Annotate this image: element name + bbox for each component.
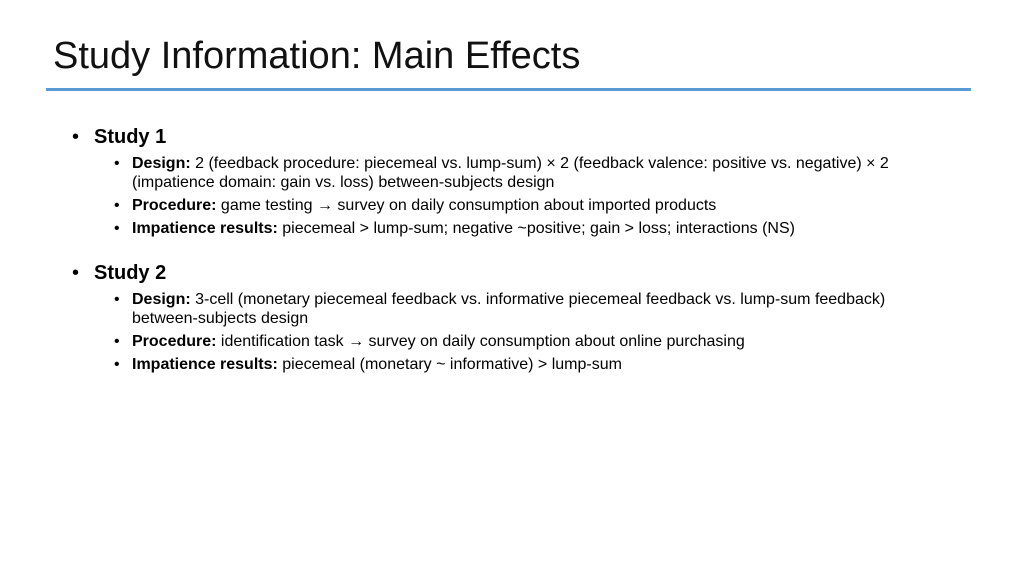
results-label: Impatience results:	[132, 356, 278, 373]
study-2-section	[72, 260, 952, 374]
study-1-details	[72, 154, 952, 238]
study-1-design	[72, 154, 952, 192]
results-text: piecemeal > lump-sum; negative ~positive; gain > loss; interactions (NS)	[277, 220, 795, 237]
study-2-results	[72, 355, 952, 374]
study-1-heading-text: Study 1	[94, 126, 167, 148]
design-label: Design:	[132, 291, 191, 308]
sub-bullet-icon: •	[114, 333, 120, 350]
results-text: piecemeal (monetary ~ informative) > lump-sum	[277, 356, 622, 373]
bullet-icon: •	[72, 126, 80, 148]
study-2-details	[72, 290, 952, 374]
sub-bullet-icon: •	[114, 197, 120, 214]
study-1-results	[72, 219, 952, 238]
title-divider	[46, 88, 971, 91]
procedure-label: Procedure:	[132, 333, 217, 350]
procedure-text: game testing → survey on daily consumption about imported products	[216, 197, 717, 214]
design-text: 2 (feedback procedure: piecemeal vs. lump-sum) × 2 (feedback valence: positive vs. negative) × 2 (impatience domain: gain vs. loss) between-subjects design	[132, 155, 889, 191]
sub-bullet-icon: •	[114, 220, 120, 237]
sub-bullet-icon: •	[114, 291, 120, 308]
sub-bullet-icon: •	[114, 155, 120, 172]
bullet-icon: •	[72, 262, 80, 284]
study-2-heading-text: Study 2	[94, 262, 167, 284]
design-text: 3-cell (monetary piecemeal feedback vs. informative piecemeal feedback vs. lump-sum feedback) between-subjects design	[132, 291, 886, 327]
study-1-heading	[72, 124, 952, 150]
results-label: Impatience results:	[132, 220, 278, 237]
slide-title: Study Information: Main Effects	[53, 35, 581, 77]
study-1-section	[72, 124, 952, 238]
procedure-text: identification task → survey on daily consumption about online purchasing	[216, 333, 745, 350]
study-2-design	[72, 290, 952, 328]
sub-bullet-icon: •	[114, 356, 120, 373]
study-2-procedure	[72, 332, 952, 351]
design-label: Design:	[132, 155, 191, 172]
procedure-label: Procedure:	[132, 197, 217, 214]
study-1-procedure	[72, 196, 952, 215]
study-2-heading	[72, 260, 952, 286]
slide-content	[72, 124, 952, 396]
